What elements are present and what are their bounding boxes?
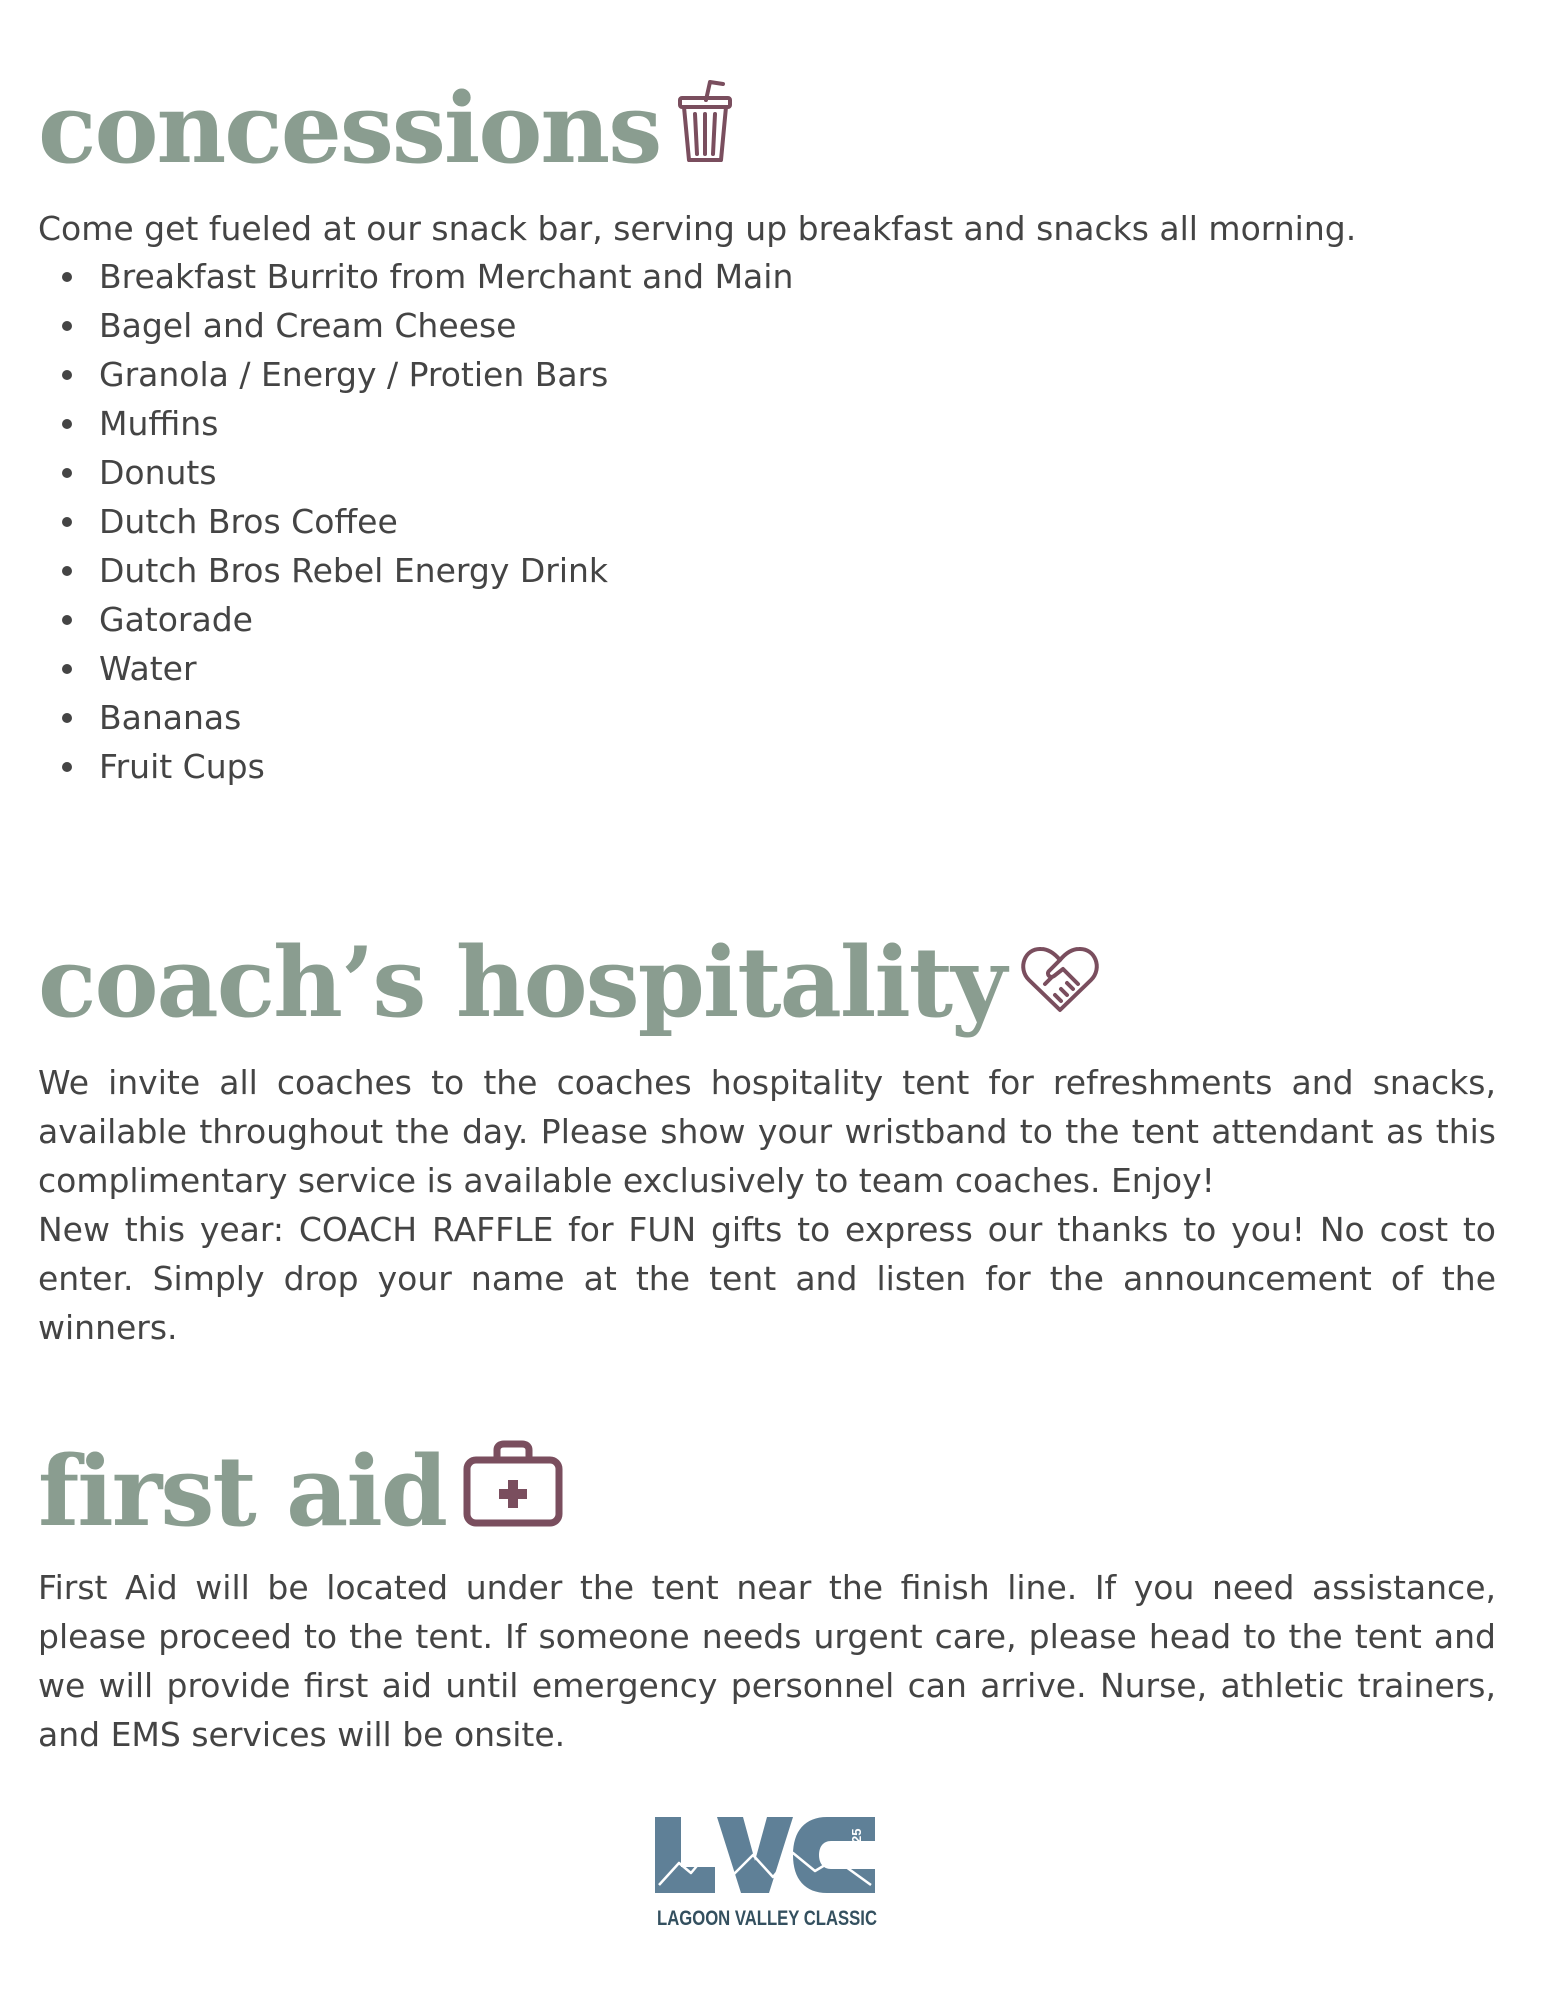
bullet-icon: [62, 419, 72, 429]
list-item: [38, 595, 793, 644]
heart-handshake-icon: [1021, 935, 1099, 1031]
list-item-label: Dutch Bros Coffee: [99, 502, 398, 541]
hospitality-raffle-paragraph: New this year: COACH RAFFLE for FUN gifts to express our thanks to you! No cost to enter. Simply drop your name at the tent and listen for the announcement of the winners.: [38, 1210, 1496, 1347]
concessions-heading: [38, 71, 734, 185]
list-item-label: Dutch Bros Rebel Energy Drink: [99, 551, 609, 590]
concessions-menu-list: [38, 252, 793, 791]
list-item-label: Granola / Energy / Protien Bars: [99, 355, 609, 394]
list-item: [38, 693, 793, 742]
list-item: [38, 350, 793, 399]
bullet-icon: [62, 713, 72, 723]
first-aid-title-text: first aid: [38, 1434, 446, 1548]
list-item-label: Gatorade: [99, 600, 253, 639]
list-item-label: Muffins: [99, 404, 219, 443]
bullet-icon: [62, 517, 72, 527]
bullet-icon: [62, 468, 72, 478]
list-item-label: Fruit Cups: [99, 747, 265, 786]
list-item: [38, 644, 793, 693]
drink-cup-icon: [676, 78, 734, 179]
hospitality-heading: [38, 926, 1099, 1039]
hospitality-title-text: coach’s hospitality: [38, 926, 1005, 1039]
bullet-icon: [62, 321, 72, 331]
concessions-title-text: concessions: [38, 71, 661, 185]
bullet-icon: [62, 664, 72, 674]
first-aid-heading: [38, 1434, 564, 1548]
logo-name: LAGOON VALLEY CLASSIC: [657, 1907, 877, 1930]
list-item-label: Breakfast Burrito from Merchant and Main: [99, 257, 794, 296]
list-item: [38, 546, 793, 595]
bullet-icon: [62, 272, 72, 282]
list-item-label: Bananas: [99, 698, 242, 737]
concessions-intro: Come get fueled at our snack bar, serving up breakfast and snacks all morning.: [38, 209, 1357, 248]
lagoon-valley-classic-logo: [655, 1815, 879, 1931]
first-aid-kit-icon: [462, 1440, 564, 1543]
first-aid-paragraph: First Aid will be located under the tent near the finish line. If you need assistance, please proceed to the tent. If someone needs urgent care, please head to the tent and we will provide first aid until emergency personnel can arrive. Nurse, athletic trainers, and EMS services will be onsite.: [38, 1568, 1496, 1754]
bullet-icon: [62, 370, 72, 380]
list-item: [38, 301, 793, 350]
bullet-icon: [62, 762, 72, 772]
list-item-label: Donuts: [99, 453, 217, 492]
list-item: [38, 497, 793, 546]
hospitality-paragraph: We invite all coaches to the coaches hospitality tent for refreshments and snacks, available throughout the day. Please show your wristband to the tent attendant as this complimentary service is available exclusively to team coaches. Enjoy!: [38, 1063, 1496, 1200]
bullet-icon: [62, 566, 72, 576]
list-item: [38, 252, 793, 301]
list-item: [38, 742, 793, 791]
logo-year: 2025: [849, 1828, 864, 1858]
list-item-label: Bagel and Cream Cheese: [99, 306, 517, 345]
list-item: [38, 448, 793, 497]
list-item: [38, 399, 793, 448]
bullet-icon: [62, 615, 72, 625]
list-item-label: Water: [99, 649, 197, 688]
